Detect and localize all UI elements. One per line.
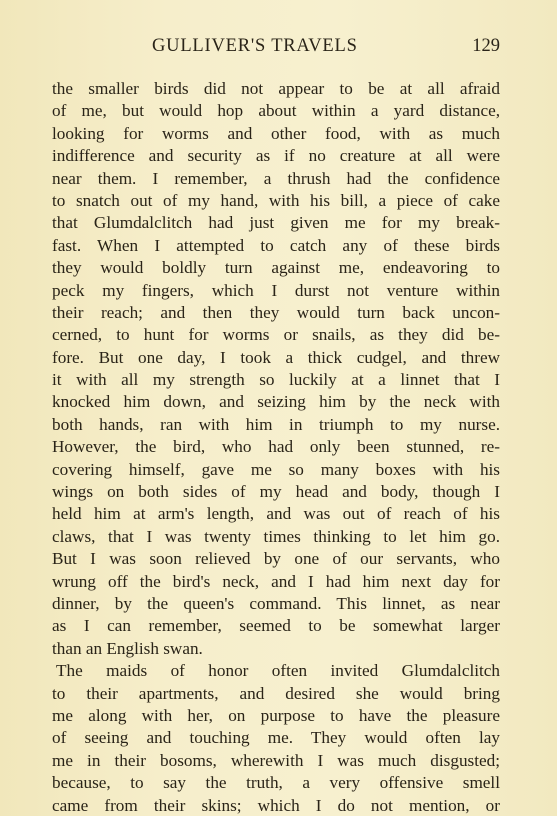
text-line: dinner, by the queen's command. This linnet, as near — [52, 593, 500, 613]
text-line: But I was soon relieved by one of our servants, who — [52, 549, 500, 569]
text-line: looking for worms and other food, with as much — [52, 123, 500, 143]
paragraph-end-line: than an English swan. — [52, 638, 203, 658]
text-line: the smaller birds did not appear to be at all afraid — [52, 79, 500, 98]
text-line: came from their skins; which I do not mention, or — [52, 795, 500, 815]
text-line: fore. But one day, I took a thick cudgel, and threw — [52, 347, 500, 367]
text-line: cerned, to hunt for worms or snails, as they did be- — [52, 325, 500, 345]
text-line: me in their bosoms, wherewith I was much disgusted; — [52, 750, 500, 770]
text-line: to snatch out of my hand, with his bill, a piece of cake — [52, 190, 500, 210]
paragraph-start-line: The maids of honor often invited Glumdalclitch — [56, 661, 500, 681]
text-line: their reach; and then they would turn back uncon- — [52, 302, 500, 322]
text-line: of me, but would hop about within a yard distance, — [52, 101, 500, 121]
text-line: me along with her, on purpose to have the pleasure — [52, 705, 500, 725]
text-line: peck my fingers, which I durst not venture within — [52, 280, 500, 300]
text-line: covering himself, gave me so many boxes with his — [52, 459, 500, 479]
text-line: fast. When I attempted to catch any of these birds — [52, 235, 500, 255]
body-text — [52, 78, 500, 816]
text-line: that Glumdalclitch had just given me for my break- — [52, 213, 500, 233]
text-line: because, to say the truth, a very offensive smell — [52, 773, 500, 793]
text-line: of seeing and touching me. They would often lay — [52, 728, 500, 748]
text-line: as I can remember, seemed to be somewhat larger — [52, 616, 500, 636]
text-line: wrung off the bird's neck, and I had him next day for — [52, 571, 500, 591]
text-line: knocked him down, and seizing him by the neck with — [52, 392, 500, 412]
running-head: GULLIVER'S TRAVELS — [152, 36, 358, 56]
text-line: However, the bird, who had only been stunned, re- — [52, 437, 500, 457]
text-line: wings on both sides of my head and body, though I — [52, 482, 500, 502]
page-number: 129 — [472, 36, 500, 56]
text-line: they would boldly turn against me, endeavoring to — [52, 258, 500, 278]
text-line: claws, that I was twenty times thinking to let him go. — [52, 526, 500, 546]
text-line: held him at arm's length, and was out of reach of his — [52, 504, 500, 524]
text-line: to their apartments, and desired she would bring — [52, 683, 500, 703]
text-line: both hands, ran with him in triumph to my nurse. — [52, 414, 500, 434]
text-line: near them. I remember, a thrush had the confidence — [52, 168, 500, 188]
text-line: it with all my strength so luckily at a linnet that I — [52, 370, 500, 390]
page-header — [52, 36, 500, 60]
text-line: indifference and security as if no creature at all were — [52, 146, 500, 166]
